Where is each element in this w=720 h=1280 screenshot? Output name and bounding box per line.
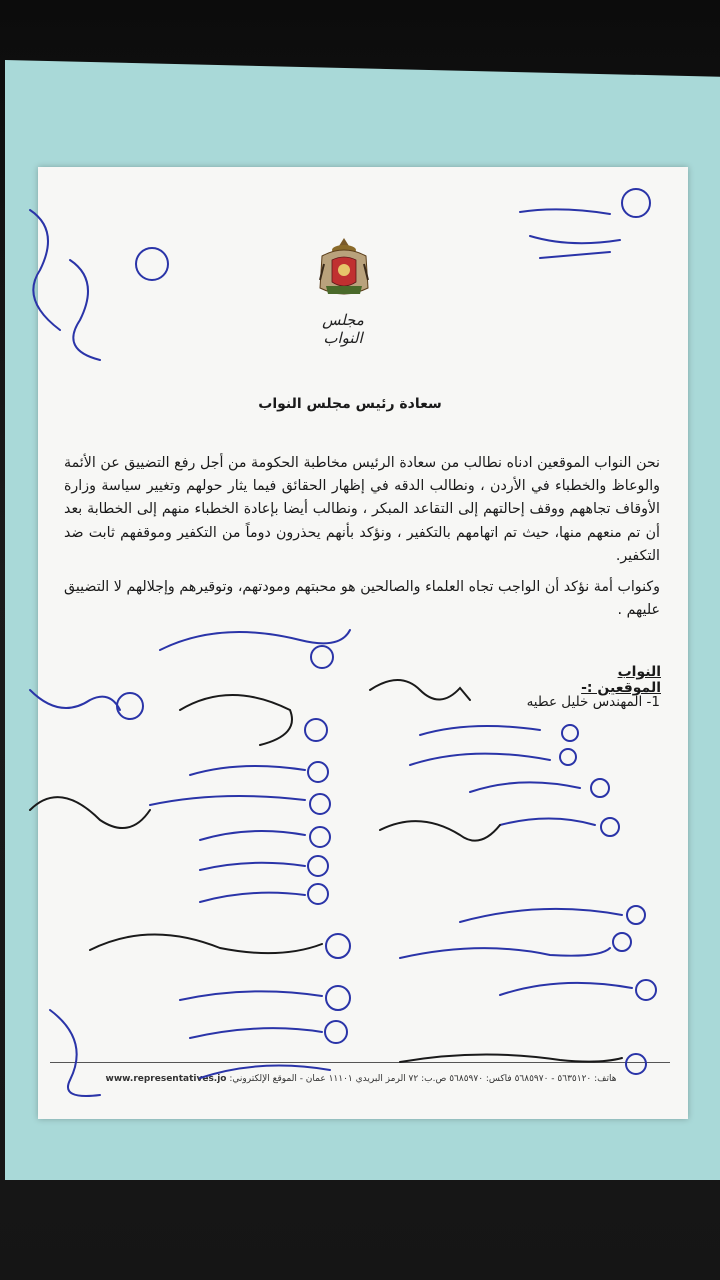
footer-divider (50, 1062, 670, 1063)
council-name: مجلس النواب (322, 311, 364, 347)
footer-contact-text: هاتف: ٥٦٣٥١٢٠ - ٥٦٨٥٩٧٠ فاكس: ٥٦٨٥٩٧٠ ص.ب: ٧٢ الرمز البريدي ١١١٠١ عمان - الموقع الإلكتروني: (229, 1074, 617, 1084)
petition-paragraph-2: وكنواب أمة نؤكد أن الواجب تجاه العلماء والصالحين هو محبتهم ومودتهم، وتوقيرهم وإجلالهم لا التضييق عليهم . (64, 579, 660, 619)
footer-website: www.representatives.jo (105, 1074, 227, 1084)
coat-of-arms-icon (316, 236, 372, 302)
signatory-entry-1: 1- المهندس خليل عطيه (526, 694, 660, 710)
footer-contact (56, 1074, 666, 1084)
signatories-heading: النواب الموقعين :- (581, 664, 661, 696)
petition-paragraph-1: نحن النواب الموقعين ادناه نطالب من سعادة الرئيس مخاطبة الحكومة من أجل رفع التضييق عن الأئمة والوعاظ والخطباء في الأردن ، ونطالب الدقه في إظهار الحقائق فيما يثار حولهم وتغيير سياسة وزارة الأوقاف تجاههم ووقف إحالتهم إلى التقاعد المبكر ، ونطالب أيضا بإعادة الخطباء منهم إلى الخطابة بعد أن تم منعهم منها، حيث تم اتهامهم بالتكفير ، ونؤكد بأنهم يحذرون دوماً من التكفير وموقفهم ثابت ضد التكفير. (64, 455, 660, 564)
addressee-line: سعادة رئيس مجلس النواب (258, 396, 442, 412)
